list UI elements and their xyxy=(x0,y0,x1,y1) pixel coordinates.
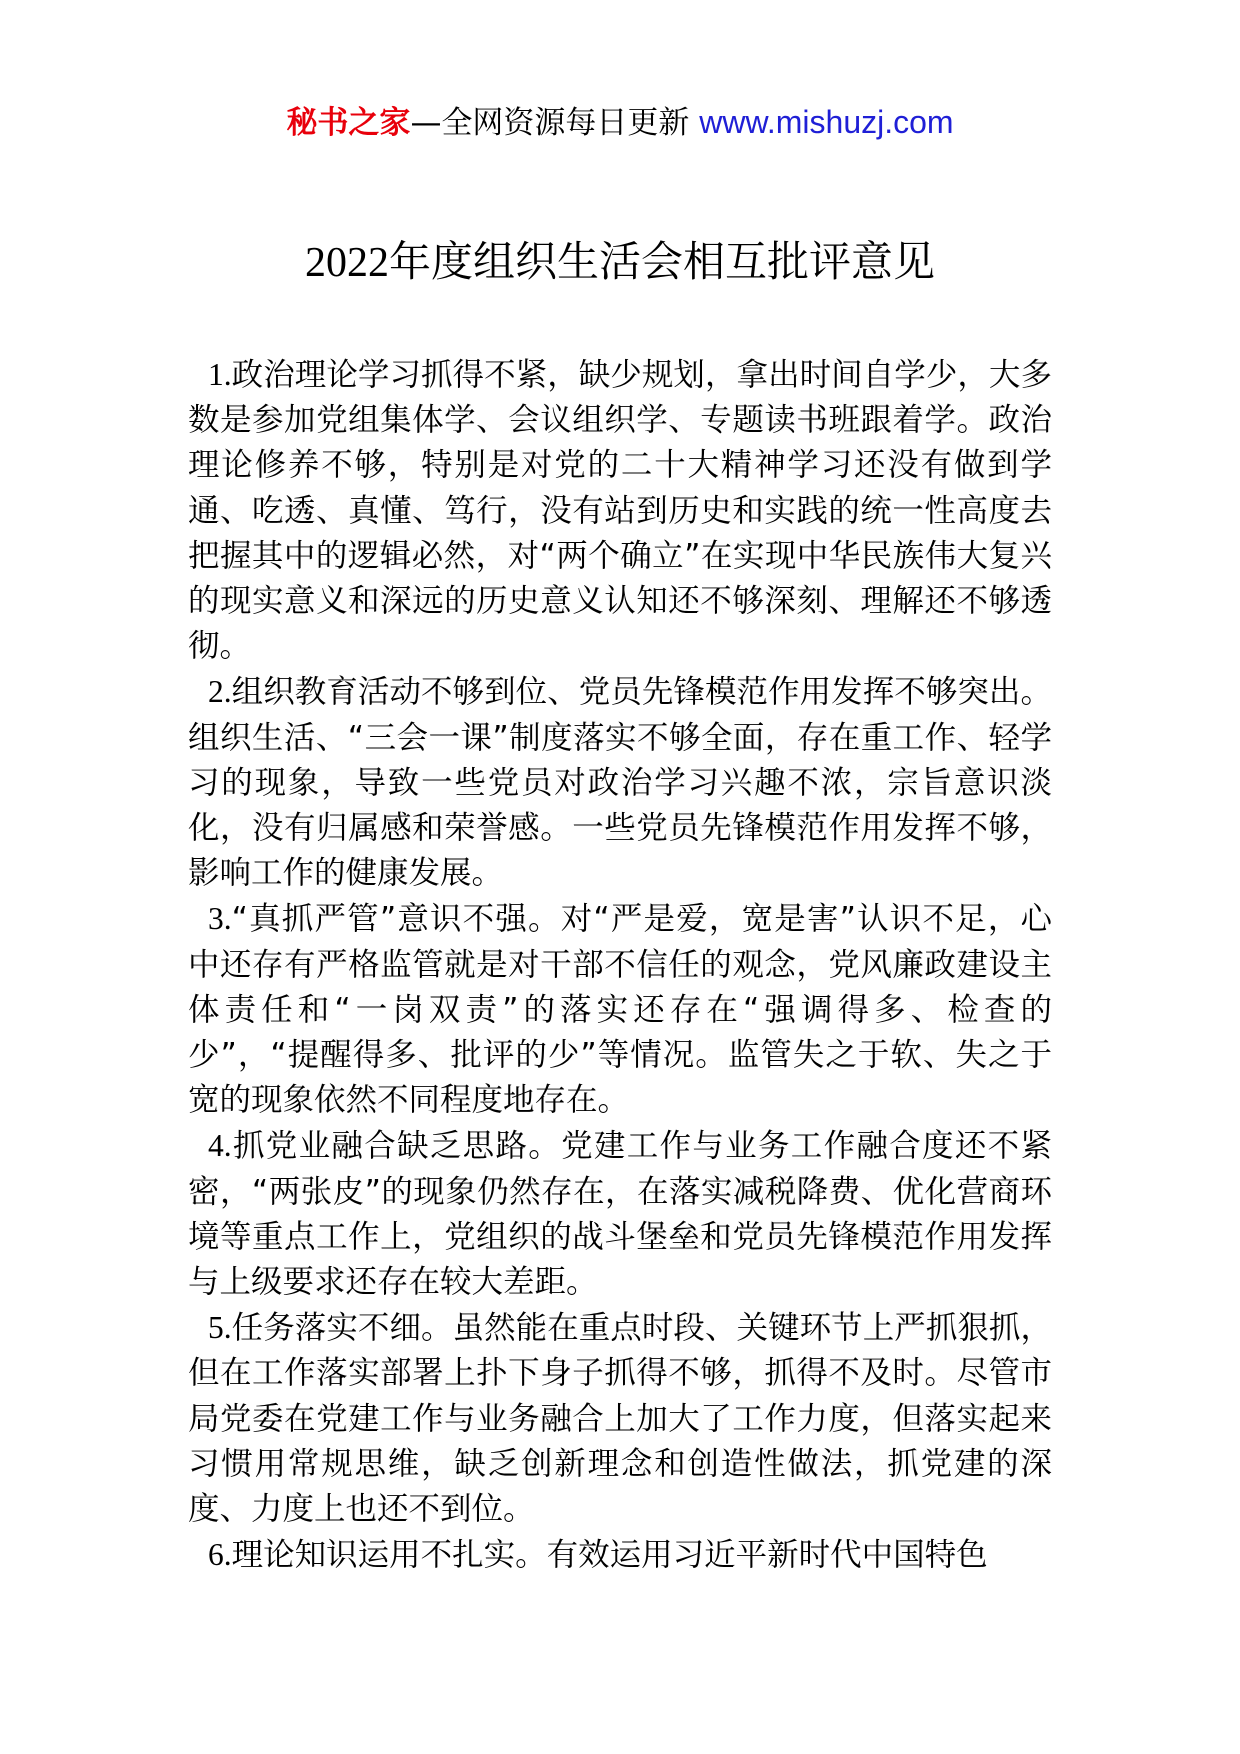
paragraph-2 xyxy=(188,669,1052,896)
paragraph-number: 2. xyxy=(208,674,232,710)
paragraph-number: 6. xyxy=(208,1537,232,1573)
paragraph-5 xyxy=(188,1305,1052,1532)
paragraph-3 xyxy=(188,896,1052,1123)
paragraph-text: 理论知识运用不扎实。有效运用习近平新时代中国特色 xyxy=(231,1537,988,1574)
paragraph-6 xyxy=(188,1532,1052,1578)
title-year: 2022 xyxy=(304,240,389,286)
paragraph-text: 政治理论学习抓得不紧，缺少规划，拿出时间自学少，大多数是参加党组集体学、会议组织学、专题读书班跟着学。政治理论修养不够，特别是对党的二十大精神学习还没有做到学通、吃透、真懂、笃行，没有站到历史和实践的统一性高度去把握其中的逻辑必然，对“两个确立”在实现中华民族伟大复兴的现实意义和深远的历史意义认知还不够深刻、理解还不够透彻。 xyxy=(188,357,1052,665)
document-body xyxy=(188,352,1052,1578)
paragraph-number: 3. xyxy=(208,901,232,937)
site-header xyxy=(0,100,1240,145)
brand-name: 秘书之家 xyxy=(286,105,411,141)
paragraph-text: 抓党业融合缺乏思路。党建工作与业务工作融合度还不紧密，“两张皮”的现象仍然存在，在落实减税降费、优化营商环境等重点工作上，党组织的战斗堡垒和党员先锋模范作用发挥与上级要求还存在较大差距。 xyxy=(188,1128,1052,1301)
site-url-link[interactable]: www.mishuzj.com xyxy=(699,104,954,140)
paragraph-number: 5. xyxy=(208,1310,232,1346)
paragraph-1 xyxy=(188,352,1052,669)
site-tagline: —全网资源每日更新 xyxy=(410,105,690,141)
paragraph-text: “真抓严管”意识不强。对“严是爱，宽是害”认识不足，心中还存有严格监管就是对干部不信任的观念，党风廉政建设主体责任和“一岗双责”的落实还存在“强调得多、检查的少”，“提醒得多、批评的少”等情况。监管失之于软、失之于宽的现象依然不同程度地存在。 xyxy=(188,901,1052,1119)
paragraph-number: 4. xyxy=(208,1128,232,1164)
paragraph-4 xyxy=(188,1123,1052,1305)
document-title xyxy=(0,234,1240,291)
paragraph-text: 任务落实不细。虽然能在重点时段、关键环节上严抓狠抓，但在工作落实部署上扑下身子抓得不够，抓得不及时。尽管市局党委在党建工作与业务融合上加大了工作力度，但落实起来习惯用常规思维，缺乏创新理念和创造性做法，抓党建的深度、力度上也还不到位。 xyxy=(188,1310,1052,1528)
paragraph-text: 组织教育活动不够到位、党员先锋模范作用发挥不够突出。组织生活、“三会一课”制度落实不够全面，存在重工作、轻学习的现象，导致一些党员对政治学习兴趣不浓，宗旨意识淡化，没有归属感和荣誉感。一些党员先锋模范作用发挥不够，影响工作的健康发展。 xyxy=(188,674,1052,892)
paragraph-number: 1. xyxy=(208,357,232,392)
title-text: 年度组织生活会相互批评意见 xyxy=(388,237,935,286)
